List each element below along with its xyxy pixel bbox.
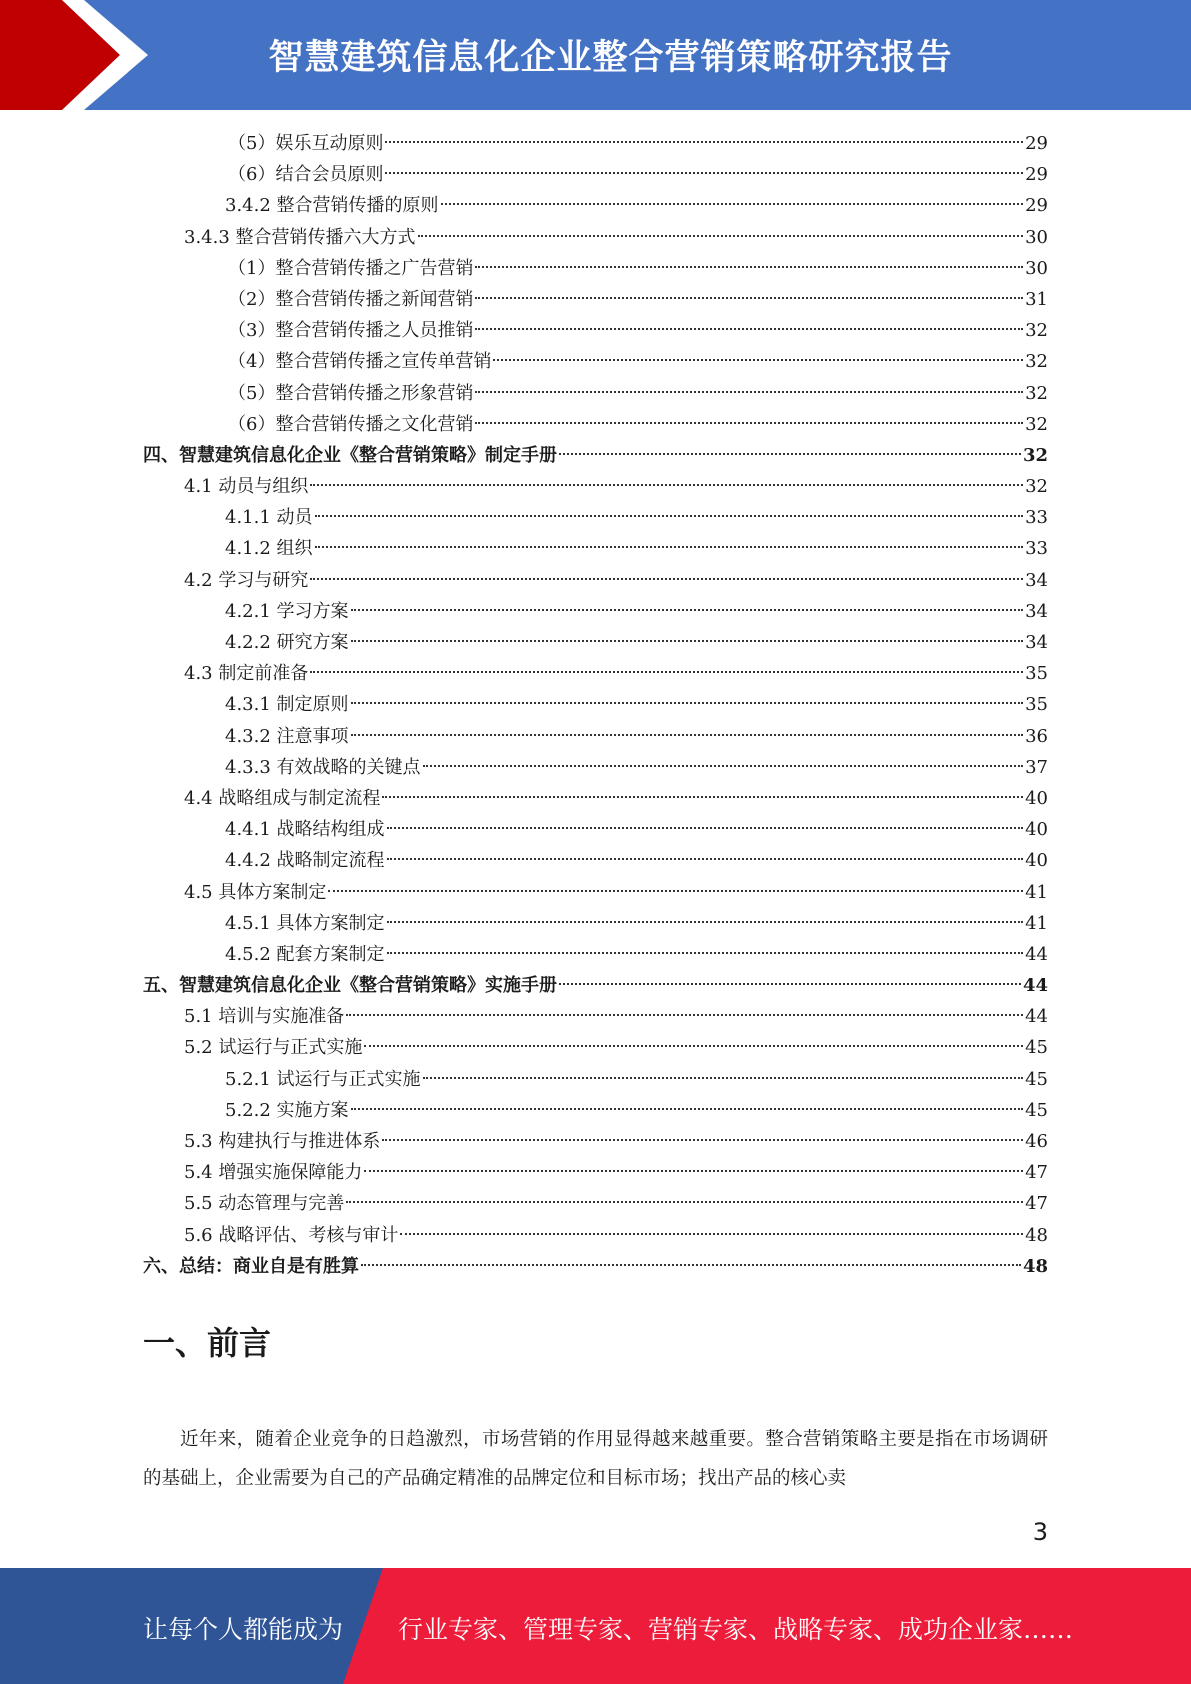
toc-dot-leader	[387, 952, 1024, 954]
toc-entry-label: 5.4 增强实施保障能力	[184, 1162, 363, 1184]
body-text	[143, 1420, 1048, 1498]
toc-entry-label: 5.2 试运行与正式实施	[184, 1037, 363, 1059]
toc-entry-label: 4.3.2 注意事项	[225, 725, 349, 747]
toc-entry-page: 30	[1025, 257, 1048, 279]
toc-entry-label: 4.3 制定前准备	[184, 663, 309, 685]
toc-entry-label: 4.2.2 研究方案	[225, 632, 349, 653]
toc-entry-page: 30	[1025, 226, 1048, 248]
toc-entry[interactable]	[143, 877, 1048, 908]
toc-entry-label: （2）整合营销传播之新闻营销	[228, 288, 474, 310]
toc-entry[interactable]	[143, 284, 1048, 315]
toc-entry-page: 48	[1022, 1255, 1048, 1277]
toc-entry-page: 45	[1025, 1099, 1048, 1121]
toc-entry[interactable]	[143, 1188, 1048, 1219]
toc-entry-label: 4.5.2 配套方案制定	[225, 943, 385, 965]
toc-entry[interactable]	[143, 1032, 1048, 1063]
toc-dot-leader	[382, 796, 1023, 798]
toc-dot-leader	[385, 141, 1023, 143]
toc-entry[interactable]	[143, 627, 1048, 658]
toc-entry[interactable]	[143, 845, 1048, 876]
toc-entry-label: 3.4.3 整合营销传播六大方式	[184, 226, 416, 248]
toc-entry-label: 4.5 具体方案制定	[184, 881, 327, 903]
toc-entry-label: （5）整合营销传播之形象营销	[228, 382, 474, 404]
toc-entry-label: 4.1.2 组织	[225, 538, 313, 560]
toc-entry-page: 31	[1025, 288, 1048, 310]
toc-entry[interactable]	[143, 128, 1048, 159]
page-footer	[0, 1568, 1191, 1684]
toc-dot-leader	[364, 1045, 1023, 1047]
toc-entry[interactable]	[143, 939, 1048, 970]
toc-entry[interactable]	[143, 533, 1048, 564]
section-heading: 一、前言	[143, 1324, 272, 1362]
toc-entry-page: 47	[1025, 1162, 1048, 1184]
toc-entry-page: 40	[1025, 850, 1048, 872]
toc-entry[interactable]	[143, 658, 1048, 689]
toc-dot-leader	[559, 453, 1021, 455]
toc-entry-label: 5.5 动态管理与完善	[184, 1193, 345, 1215]
page-number: 3	[1032, 1518, 1048, 1546]
toc-entry-page: 29	[1025, 133, 1048, 154]
toc-entry-page: 32	[1025, 476, 1048, 498]
toc-entry-label: 4.4.1 战略结构组成	[225, 819, 385, 841]
body-paragraph: 近年来，随着企业竞争的日趋激烈，市场营销的作用显得越来越重要。整合营销策略主要是指在市场调研的基础上，企业需要为自己的产品确定精准的品牌定位和目标市场；找出产品的核心卖	[143, 1429, 1048, 1489]
toc-entry-label: 4.3.3 有效战略的关键点	[225, 756, 421, 778]
toc-entry[interactable]	[143, 908, 1048, 939]
toc-entry-label: （6）结合会员原则	[228, 164, 384, 186]
toc-entry-label: 3.4.2 整合营销传播的原则	[225, 195, 439, 217]
toc-entry-label: 4.1 动员与组织	[184, 476, 309, 498]
toc-entry[interactable]	[143, 409, 1048, 440]
toc-entry-page: 34	[1025, 632, 1048, 653]
toc-entry[interactable]	[143, 1220, 1048, 1251]
toc-entry[interactable]	[143, 1095, 1048, 1126]
toc-entry[interactable]	[143, 315, 1048, 346]
toc-entry[interactable]	[143, 1064, 1048, 1095]
toc-entry-page: 32	[1025, 320, 1048, 342]
toc-entry-label: （6）整合营销传播之文化营销	[228, 413, 474, 435]
toc-entry-page: 29	[1025, 164, 1048, 186]
toc-entry-label: （5）娱乐互动原则	[228, 133, 384, 154]
toc-dot-leader	[351, 1108, 1024, 1110]
toc-entry-page: 40	[1025, 819, 1048, 841]
toc-dot-leader	[493, 359, 1023, 361]
toc-dot-leader	[382, 1139, 1023, 1141]
toc-entry-page: 35	[1025, 694, 1048, 716]
toc-dot-leader	[387, 921, 1024, 923]
toc-entry[interactable]	[143, 1251, 1048, 1282]
toc-entry-label: 5.6 战略评估、考核与审计	[184, 1224, 399, 1246]
toc-entry[interactable]	[143, 596, 1048, 627]
toc-entry[interactable]	[143, 502, 1048, 533]
toc-entry[interactable]	[143, 970, 1048, 1001]
toc-dot-leader	[310, 671, 1023, 673]
toc-dot-leader	[400, 1233, 1023, 1235]
toc-dot-leader	[351, 640, 1024, 642]
toc-entry-page: 35	[1025, 663, 1048, 685]
toc-dot-leader	[559, 983, 1021, 985]
footer-slogan-left: 让每个人都能成为	[143, 1615, 344, 1644]
toc-dot-leader	[387, 858, 1024, 860]
toc-dot-leader	[361, 1264, 1021, 1266]
toc-entry[interactable]	[143, 440, 1048, 471]
toc-dot-leader	[423, 765, 1024, 767]
toc-entry-page: 33	[1025, 507, 1048, 529]
toc-entry[interactable]	[143, 814, 1048, 845]
toc-entry-label: 5.2.1 试运行与正式实施	[225, 1068, 421, 1090]
toc-dot-leader	[475, 328, 1023, 330]
toc-entry-label: 4.4 战略组成与制定流程	[184, 787, 381, 809]
page-header	[0, 0, 1191, 110]
toc-dot-leader	[475, 391, 1023, 393]
toc-entry-page: 36	[1025, 725, 1048, 747]
toc-entry-page: 34	[1025, 600, 1048, 622]
toc-dot-leader	[351, 702, 1024, 704]
toc-dot-leader	[423, 1077, 1024, 1079]
toc-entry-page: 45	[1025, 1037, 1048, 1059]
toc-entry-label: 5.3 构建执行与推进体系	[184, 1131, 381, 1152]
toc-dot-leader	[328, 890, 1023, 892]
toc-entry-page: 32	[1025, 413, 1048, 435]
toc-dot-leader	[310, 484, 1023, 486]
toc-entry-label: 4.2.1 学习方案	[225, 600, 349, 622]
toc-entry-label: 4.5.1 具体方案制定	[225, 912, 385, 934]
toc-entry[interactable]	[143, 471, 1048, 502]
toc-entry[interactable]	[143, 1001, 1048, 1032]
toc-entry[interactable]	[143, 565, 1048, 596]
toc-entry[interactable]	[143, 1126, 1048, 1157]
toc-entry[interactable]	[143, 378, 1048, 409]
toc-entry[interactable]	[143, 190, 1048, 221]
toc-entry-page: 44	[1022, 975, 1048, 997]
toc-entry[interactable]	[143, 159, 1048, 190]
toc-entry-page: 46	[1025, 1131, 1048, 1152]
toc-entry[interactable]	[143, 1157, 1048, 1188]
toc-entry[interactable]	[143, 783, 1048, 814]
toc-dot-leader	[315, 515, 1024, 517]
toc-entry-page: 32	[1025, 351, 1048, 373]
toc-dot-leader	[475, 266, 1023, 268]
toc-dot-leader	[441, 203, 1024, 205]
toc-dot-leader	[351, 734, 1024, 736]
toc-entry-label: （3）整合营销传播之人员推销	[228, 320, 474, 342]
toc-entry[interactable]	[143, 222, 1048, 253]
toc-dot-leader	[418, 235, 1024, 237]
toc-entry-label: 4.4.2 战略制定流程	[225, 850, 385, 872]
toc-dot-leader	[475, 422, 1023, 424]
toc-dot-leader	[351, 609, 1024, 611]
toc-entry-page: 45	[1025, 1068, 1048, 1090]
toc-entry[interactable]	[143, 689, 1048, 720]
toc-dot-leader	[310, 578, 1023, 580]
toc-entry-label: 5.1 培训与实施准备	[184, 1006, 345, 1028]
toc-entry-page: 33	[1025, 538, 1048, 560]
toc-entry-label: 五、智慧建筑信息化企业《整合营销策略》实施手册	[143, 975, 557, 997]
toc-entry-page: 29	[1025, 195, 1048, 217]
toc-entry-page: 40	[1025, 787, 1048, 809]
toc-entry-page: 44	[1025, 943, 1048, 965]
footer-slogan-right: 行业专家、管理专家、营销专家、战略专家、成功企业家……	[398, 1615, 1074, 1644]
toc-dot-leader	[364, 1170, 1023, 1172]
toc-entry-page: 41	[1025, 912, 1048, 934]
toc-entry-label: 六、总结：商业自是有胜算	[143, 1255, 359, 1277]
toc-entry-page: 32	[1022, 444, 1048, 466]
toc-entry-label: （4）整合营销传播之宣传单营销	[228, 351, 492, 373]
toc-entry-label: 四、智慧建筑信息化企业《整合营销策略》制定手册	[143, 444, 557, 466]
toc-dot-leader	[387, 827, 1024, 829]
toc-entry[interactable]	[143, 721, 1048, 752]
toc-entry-label: 4.2 学习与研究	[184, 569, 309, 591]
toc-entry-label: 4.1.1 动员	[225, 507, 313, 529]
toc-entry[interactable]	[143, 346, 1048, 377]
toc-entry-page: 32	[1025, 382, 1048, 404]
toc-entry-label: （1）整合营销传播之广告营销	[228, 257, 474, 279]
toc-entry[interactable]	[143, 253, 1048, 284]
toc-entry-page: 37	[1025, 756, 1048, 778]
report-title: 智慧建筑信息化企业整合营销策略研究报告	[268, 38, 953, 78]
table-of-contents	[143, 128, 1048, 1282]
toc-dot-leader	[385, 172, 1023, 174]
toc-entry-page: 44	[1025, 1006, 1048, 1028]
toc-entry[interactable]	[143, 752, 1048, 783]
toc-dot-leader	[346, 1201, 1023, 1203]
toc-entry-page: 47	[1025, 1193, 1048, 1215]
toc-entry-page: 34	[1025, 569, 1048, 591]
toc-entry-label: 5.2.2 实施方案	[225, 1099, 349, 1121]
toc-dot-leader	[315, 546, 1024, 548]
toc-entry-page: 48	[1025, 1224, 1048, 1246]
toc-dot-leader	[346, 1014, 1023, 1016]
toc-entry-label: 4.3.1 制定原则	[225, 694, 349, 716]
toc-dot-leader	[475, 297, 1023, 299]
toc-entry-page: 41	[1025, 881, 1048, 903]
